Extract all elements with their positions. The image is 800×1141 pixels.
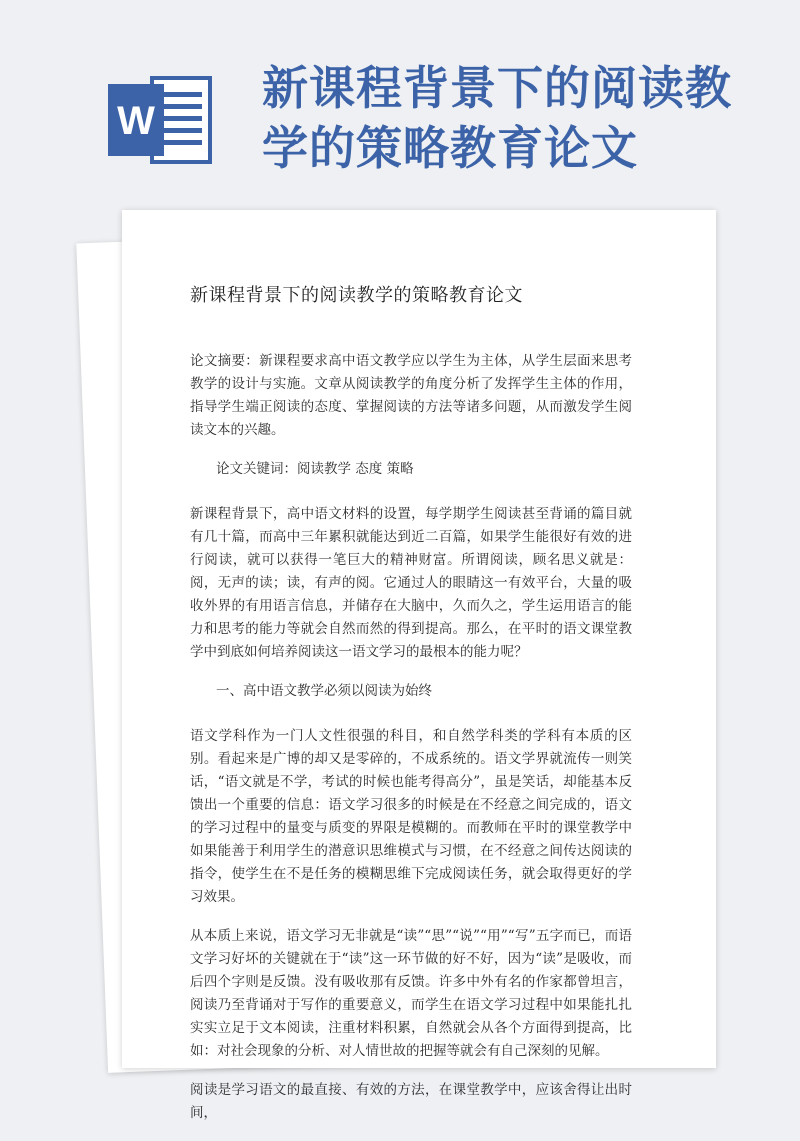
body-paragraph: 新课程背景下，高中语文材料的设置，每学期学生阅读甚至背诵的篇目就有几十篇，而高中三年累积就能达到近二百篇，如果学生能很好有效的进行阅读，就可以获得一笔巨大的精神财富。所谓阅读，顾名思义就是：阅，无声的读；读，有声的阅。它通过人的眼睛这一有效平台，大量的吸收外界的有用语言信息，并储存在大脑中，久而久之，学生运用语言的能力和思考的能力等就会自然而然的得到提高。那么，在平时的语文课堂教学中到底如何培养阅读这一语文学习的最根本的能力呢？: [190, 506, 632, 660]
keywords-paragraph: 论文关键词：阅读教学 态度 策略: [216, 461, 414, 477]
section-heading: 一、高中语文教学必须以阅读为始终: [216, 683, 432, 699]
word-document-icon: [108, 70, 214, 170]
page-title: [262, 58, 782, 178]
page-title-line1: 新课程背景下的阅读教: [262, 61, 732, 115]
body-paragraph: 阅读是学习语文的最直接、有效的方法，在课堂教学中，应该舍得让出时间，: [190, 1082, 632, 1121]
body-paragraph: 语文学科作为一门人文性很强的科目，和自然学科类的学科有本质的区别。看起来是广博的却又是零碎的，不成系统的。语文学界就流传一则笑话，“语文就是不学，考试的时候也能考得高分”，虽是笑话，却能基本反馈出一个重要的信息：语文学习很多的时候是在不经意之间完成的，语文的学习过程中的量变与质变的界限是模糊的。而教师在平时的课堂教学中如果能善于利用学生的潜意识思维模式与习惯，在不经意之间传达阅读的指令，使学生在不是任务的模糊思维下完成阅读任务，就会取得更好的学习效果。: [190, 728, 632, 905]
document-title: 新课程背景下的阅读教学的策略教育论文: [190, 285, 523, 306]
abstract-paragraph: 论文摘要：新课程要求高中语文教学应以学生为主体，从学生层面来思考教学的设计与实施。文章从阅读教学的角度分析了发挥学生主体的作用，指导学生端正阅读的态度、掌握阅读的方法等诸多问题，从而激发学生阅读文本的兴趣。: [190, 353, 632, 438]
page-title-line2: 学的策略教育论文: [262, 121, 638, 175]
body-paragraph: 从本质上来说，语文学习无非就是“读”“思”“说”“用”“写”五字而已，而语文学习好坏的关键就在于“读”这一环节做的好不好，因为“读”是吸收，而后四个字则是反馈。没有吸收那有反馈。许多中外有名的作家都曾坦言，阅读乃至背诵对于写作的重要意义，而学生在语文学习过程中如果能扎扎实实立足于文本阅读，注重材料积累，自然就会从各个方面得到提高，比如：对社会现象的分析、对人情世故的把握等就会有自己深刻的见解。: [190, 928, 632, 1059]
page-header: [0, 0, 800, 200]
document-body: [190, 282, 632, 1141]
word-icon-letter: W: [117, 99, 155, 143]
